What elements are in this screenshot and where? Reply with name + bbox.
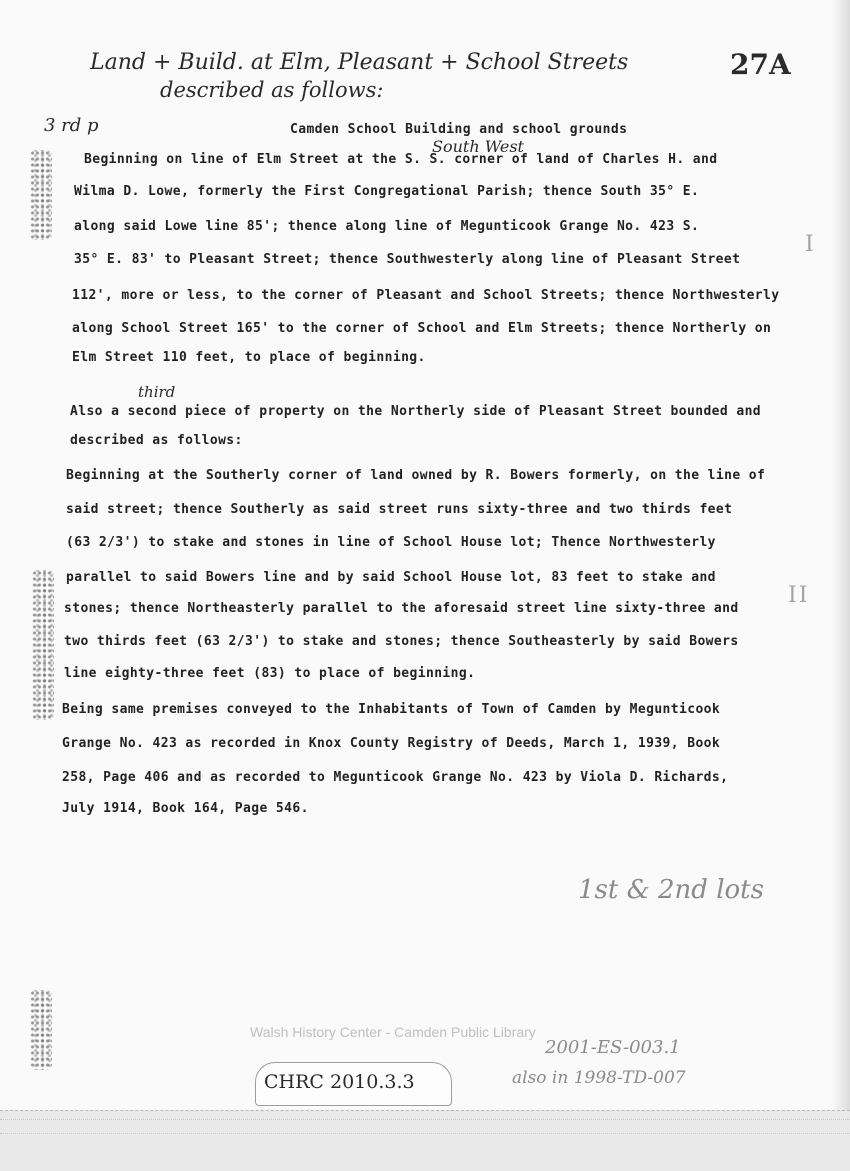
section2-line: parallel to said Bowers line and by said School House lot, 83 feet to stake and (66, 570, 716, 585)
section2-line: Beginning at the Southerly corner of land owned by R. Bowers formerly, on the line of (66, 468, 766, 483)
perforated-strip (0, 1110, 850, 1171)
document-title: Camden School Building and school grounds (290, 122, 628, 137)
section1-line: along said Lowe line 85'; thence along line of Megunticook Grange No. 423 S. (74, 219, 700, 234)
section1-line: 112', more or less, to the corner of Pleasant and School Streets; thence Northwesterly (72, 288, 780, 303)
scan-speckle-bottom (30, 990, 52, 1070)
margin-roman-2: II (788, 583, 810, 608)
section1-line: Beginning on line of Elm Street at the S. S. corner of land of Charles H. and (84, 152, 718, 167)
section2-line: said street; thence Southerly as said street runs sixty-three and two thirds feet (66, 502, 733, 517)
catalog-id-1: 2001-ES-003.1 (545, 1037, 681, 1058)
handwritten-header-line2: described as follows: (160, 78, 384, 102)
section2-line: Also a second piece of property on the Northerly side of Pleasant Street bounded and (70, 404, 762, 419)
scan-speckle-mid (32, 570, 54, 720)
perforation-line (0, 1133, 850, 1134)
insert-third: third (138, 383, 176, 401)
section3-line: 258, Page 406 and as recorded to Megunticook Grange No. 423 by Viola D. Richards, (62, 770, 729, 785)
catalog-label: CHRC 2010.3.3 (264, 1071, 415, 1093)
section1-line: along School Street 165' to the corner of School and Elm Streets; thence Northerly on (72, 321, 772, 336)
section2-line: described as follows: (70, 433, 243, 448)
section1-line: Wilma D. Lowe, formerly the First Congregational Parish; thence South 35° E. (74, 184, 700, 199)
insert-south-west: South West (432, 137, 524, 156)
section3-line: Being same premises conveyed to the Inhabitants of Town of Camden by Megunticook (62, 702, 721, 717)
margin-roman-1: I (805, 232, 816, 257)
section2-line: two thirds feet (63 2/3') to stake and stones; thence Southeasterly by said Bowers (64, 634, 739, 649)
watermark: Walsh History Center - Camden Public Library (250, 1024, 536, 1040)
section3-line: Grange No. 423 as recorded in Knox County Registry of Deeds, March 1, 1939, Book (62, 736, 721, 751)
section1-line: 35° E. 83' to Pleasant Street; thence Southwesterly along line of Pleasant Street (74, 252, 741, 267)
page-number: 27A (730, 48, 791, 81)
section1-line: Elm Street 110 feet, to place of beginning. (72, 350, 426, 365)
catalog-id-2: also in 1998-TD-007 (512, 1068, 686, 1088)
margin-note: 3 rd p (44, 115, 99, 136)
section2-line: (63 2/3') to stake and stones in line of School House lot; Thence Northwesterly (66, 535, 716, 550)
perforation-line (0, 1119, 850, 1120)
section3-line: July 1914, Book 164, Page 546. (62, 801, 309, 816)
section2-line: line eighty-three feet (83) to place of beginning. (64, 666, 476, 681)
scan-speckle-top (30, 150, 52, 240)
lots-note: 1st & 2nd lots (578, 875, 764, 905)
catalog-label-box (255, 1062, 452, 1106)
handwritten-header-line1: Land + Build. at Elm, Pleasant + School Streets (90, 50, 629, 75)
page-edge-shadow (832, 0, 850, 1110)
section2-line: stones; thence Northeasterly parallel to the aforesaid street line sixty-three and (64, 601, 739, 616)
